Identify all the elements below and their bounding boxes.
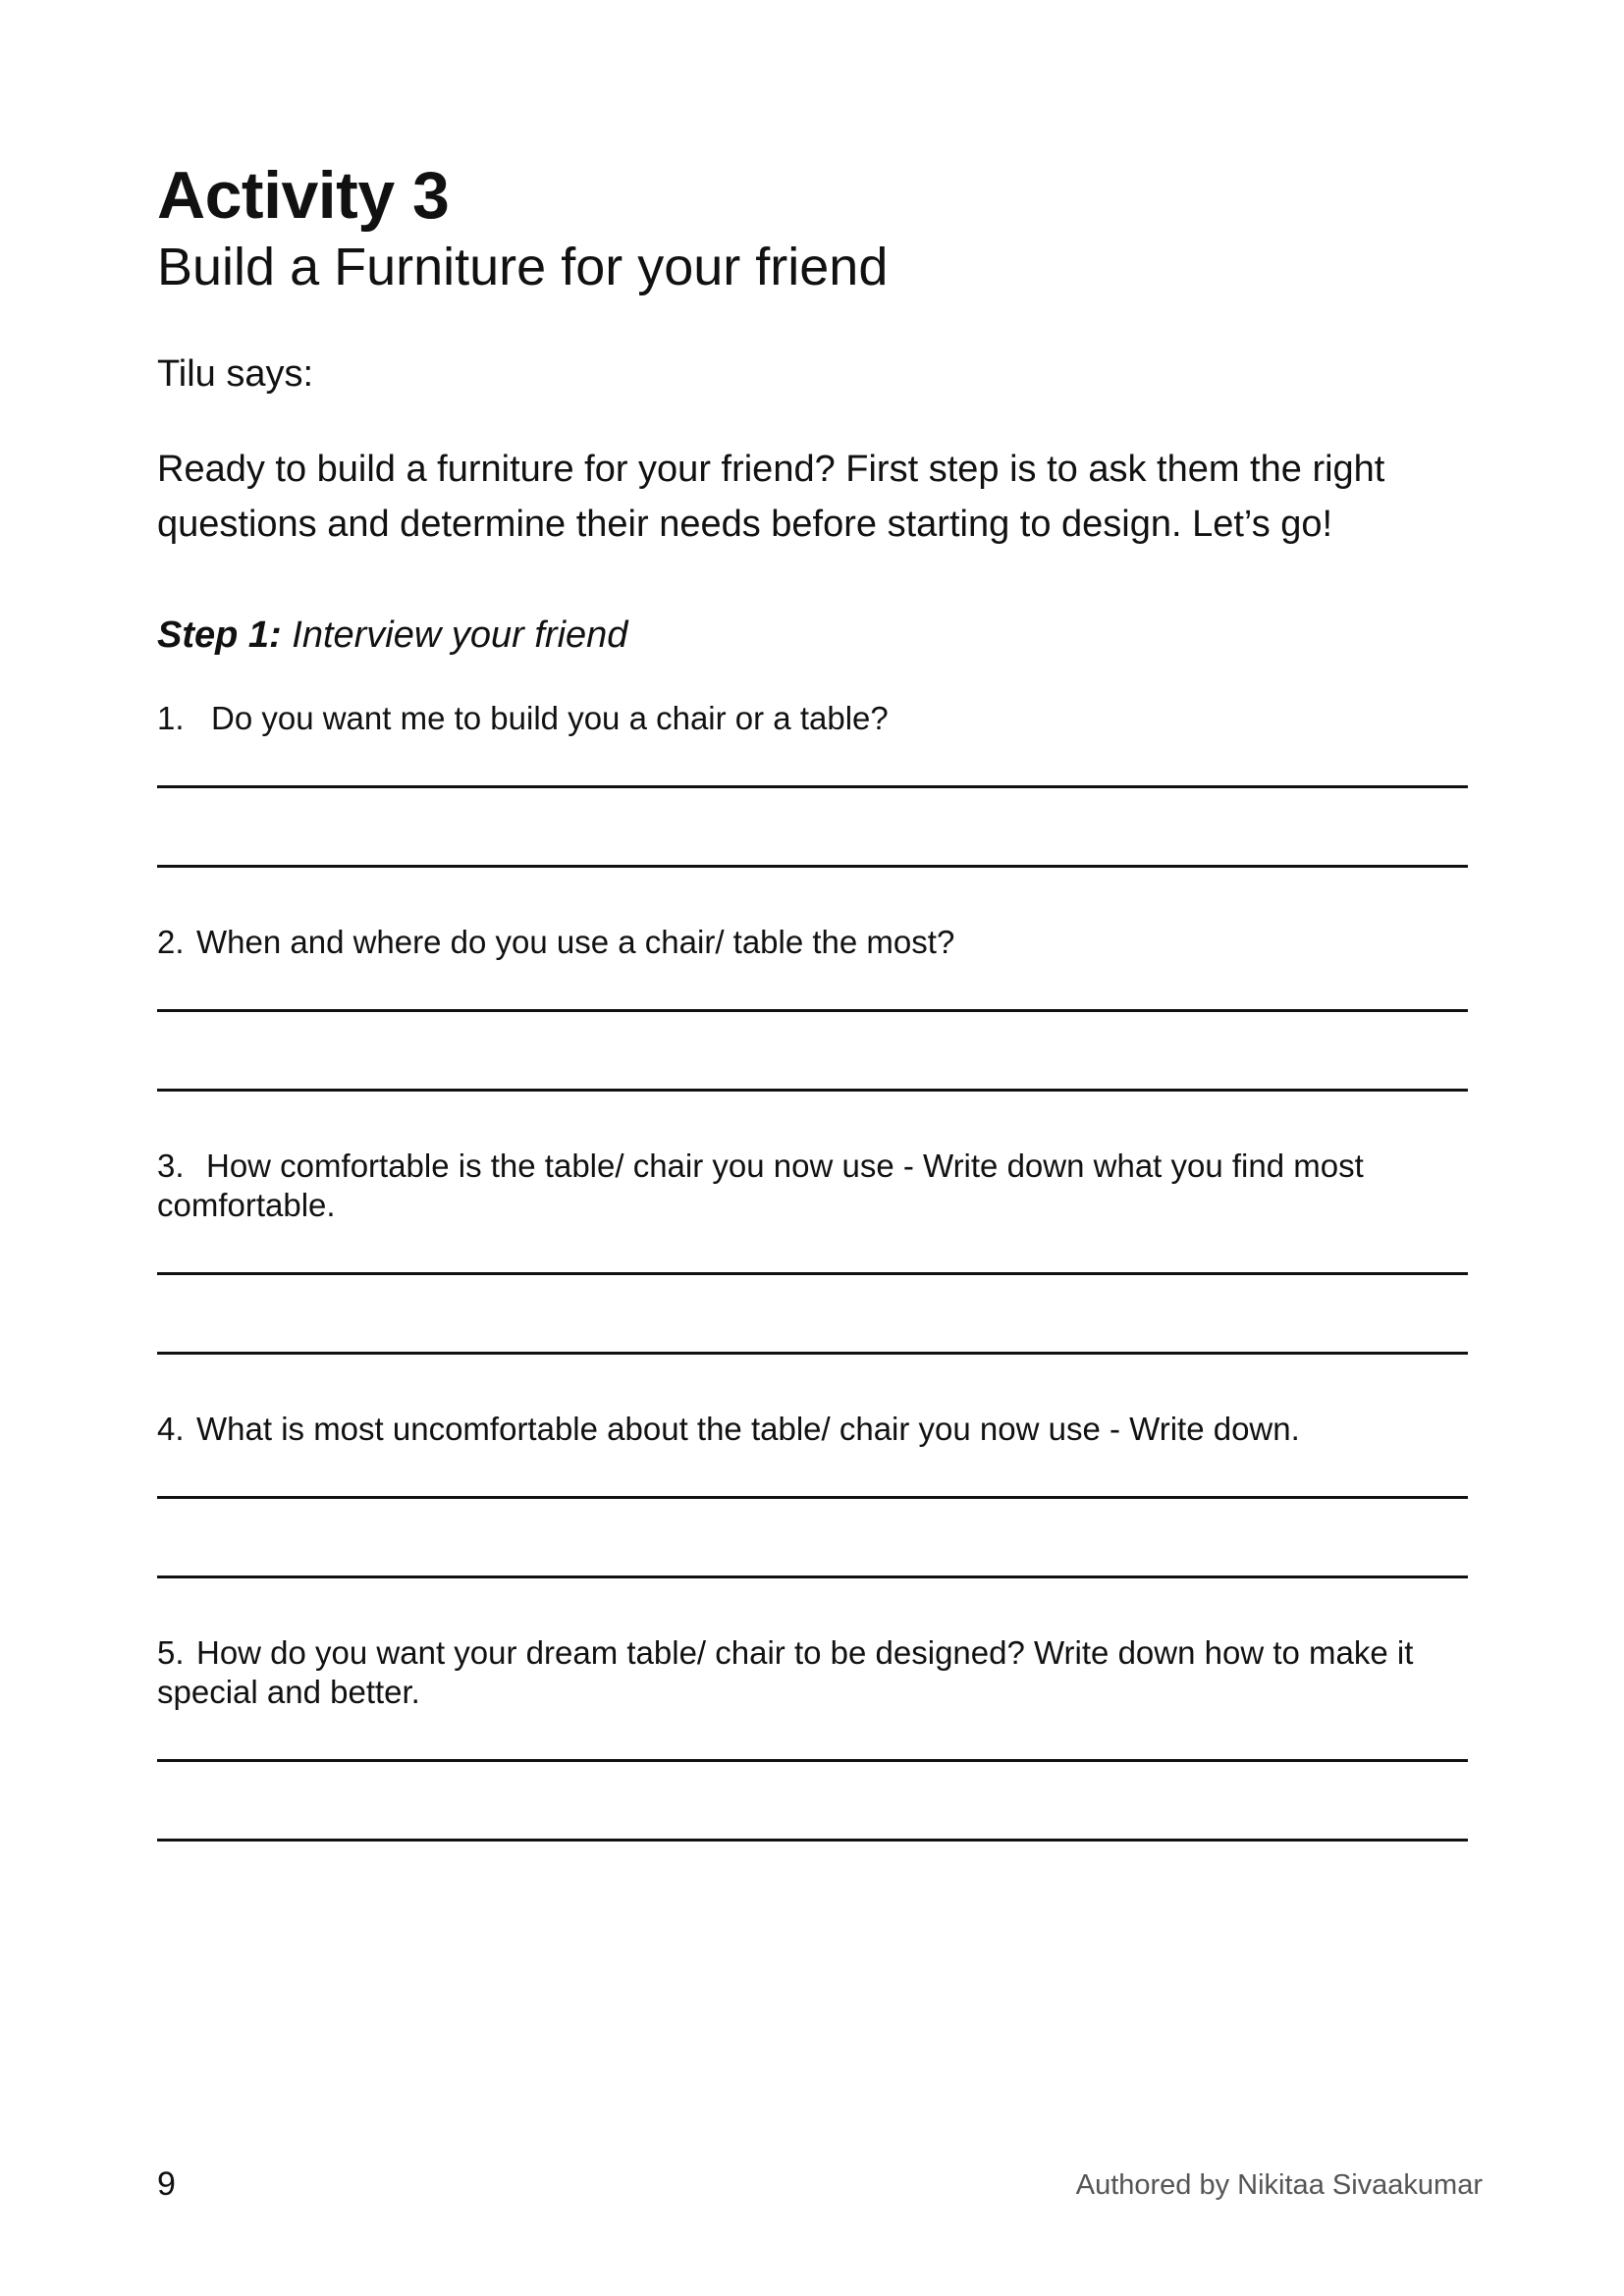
step-heading xyxy=(157,611,1483,660)
question-4 xyxy=(157,1410,1483,1449)
question-number: 3. xyxy=(157,1148,185,1184)
answer-line[interactable] xyxy=(157,865,1468,868)
answer-line[interactable] xyxy=(157,1272,1468,1275)
question-2 xyxy=(157,923,1483,962)
question-5 xyxy=(157,1633,1483,1712)
question-text: How comfortable is the table/ chair you now use - Write down what you find most comfortable. xyxy=(157,1148,1364,1223)
page-footer xyxy=(157,2165,1483,2205)
question-text: What is most uncomfortable about the table/ chair you now use - Write down. xyxy=(196,1411,1300,1447)
intro-paragraph: Ready to build a furniture for your friend? First step is to ask them the right questions and determine their needs before starting to design. Let’s go! xyxy=(157,449,1385,545)
author-credit: Authored by Nikitaa Sivaakumar xyxy=(1075,2169,1483,2201)
question-3 xyxy=(157,1147,1483,1225)
answer-line[interactable] xyxy=(157,1839,1468,1842)
question-text: When and where do you use a chair/ table the most? xyxy=(196,924,955,960)
activity-title: Activity 3 xyxy=(157,158,450,233)
step-label: Step 1: xyxy=(157,614,282,656)
question-1 xyxy=(157,699,1483,738)
worksheet-page xyxy=(157,157,1483,1842)
answer-line[interactable] xyxy=(157,1352,1468,1355)
answer-line[interactable] xyxy=(157,1759,1468,1762)
question-number: 2. xyxy=(157,924,185,960)
answer-line[interactable] xyxy=(157,1575,1468,1578)
speaker-label: Tilu says: xyxy=(157,353,314,395)
question-number: 4. xyxy=(157,1411,185,1447)
answer-line[interactable] xyxy=(157,785,1468,788)
question-number: 1. xyxy=(157,700,185,736)
question-text: How do you want your dream table/ chair to be designed? Write down how to make it special and better. xyxy=(157,1634,1414,1710)
question-number: 5. xyxy=(157,1634,185,1671)
answer-line[interactable] xyxy=(157,1089,1468,1092)
step-text: Interview your friend xyxy=(292,614,628,656)
page-number: 9 xyxy=(157,2165,176,2203)
answer-line[interactable] xyxy=(157,1009,1468,1012)
activity-subtitle: Build a Furniture for your friend xyxy=(157,238,889,296)
question-text: Do you want me to build you a chair or a table? xyxy=(211,700,889,736)
answer-line[interactable] xyxy=(157,1496,1468,1499)
